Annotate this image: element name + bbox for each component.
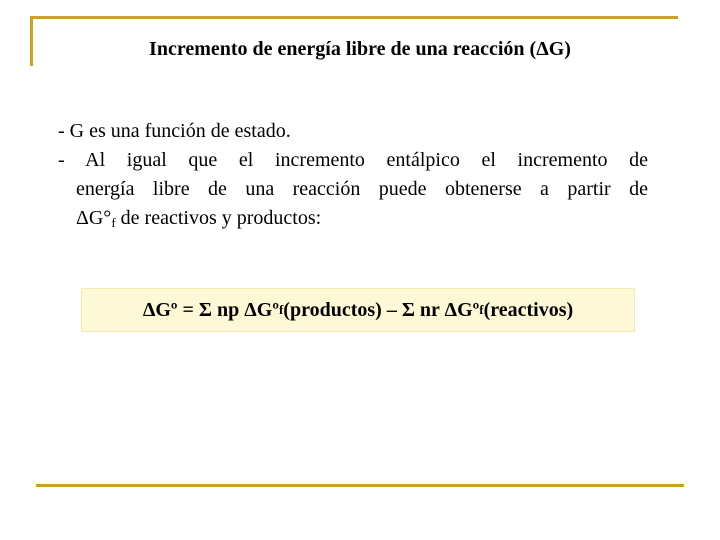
- bullet-enthalpy-analogy-continued: energía libre de una reacción puede obtenerse a partir de: [76, 178, 648, 200]
- equation-reactants-term: (productos) – Σ nr ΔGº: [283, 298, 480, 321]
- equation-reactants-label: (reactivos): [483, 298, 574, 321]
- gibbs-energy-equation: [82, 289, 634, 331]
- slide-title: Incremento de energía libre de una reacción (ΔG): [149, 38, 571, 60]
- reactants-products-text: de reactivos y productos:: [115, 207, 322, 229]
- bullet-enthalpy-analogy: - Al igual que el incremento entálpico el incremento de: [58, 149, 648, 171]
- equation-products-term: ΔGº = Σ np ΔGº: [142, 298, 279, 321]
- bullet-state-function: - G es una función de estado.: [58, 120, 291, 142]
- bullet-formation-energy-line: [58, 204, 648, 237]
- slide-body: [58, 117, 648, 237]
- delta-g-formation-symbol: ΔG°: [76, 207, 112, 229]
- bottom-border-line: [36, 484, 684, 487]
- equation-reactants-subscript: f: [479, 302, 484, 317]
- top-border-line: [30, 16, 678, 19]
- equation-products-subscript: f: [278, 302, 284, 317]
- formation-subscript: f: [111, 215, 116, 230]
